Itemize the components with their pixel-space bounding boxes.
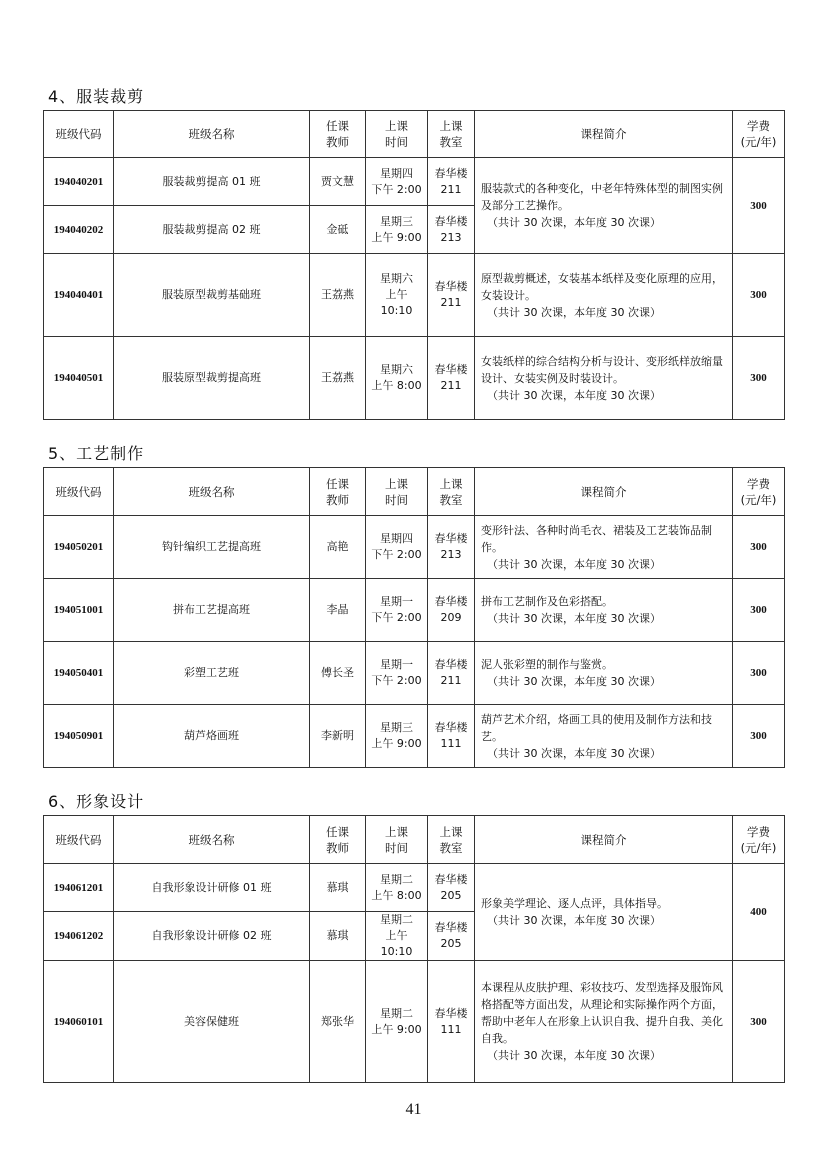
course-description: 原型裁剪概述，女装基本纸样及变化原理的应用，女装设计。 （共计 30 次课，本年度 30 次课） [475, 254, 733, 337]
class-name: 葫芦烙画班 [114, 705, 310, 768]
section-title: 4、服装裁剪 [48, 87, 145, 106]
class-name: 彩塑工艺班 [114, 642, 310, 705]
tuition-fee: 300 [733, 705, 785, 768]
tuition-fee: 300 [733, 337, 785, 420]
table-row [44, 516, 785, 579]
class-name: 自我形象设计研修 02 班 [114, 912, 310, 961]
classroom: 春华楼 211 [428, 158, 475, 206]
class-time: 星期三 上午 9:00 [366, 206, 428, 254]
class-time: 星期六 上午 8:00 [366, 337, 428, 420]
section-title: 5、工艺制作 [48, 444, 145, 463]
classroom: 春华楼 111 [428, 961, 475, 1083]
teacher: 慕琪 [310, 864, 366, 912]
classroom: 春华楼 211 [428, 642, 475, 705]
tuition-fee: 300 [733, 961, 785, 1083]
class-time: 星期一 下午 2:00 [366, 642, 428, 705]
table-row [44, 705, 785, 768]
classroom: 春华楼 213 [428, 516, 475, 579]
class-name: 钩针编织工艺提高班 [114, 516, 310, 579]
header-class-name: 班级名称 [114, 816, 310, 864]
course-table-tailoring [43, 110, 785, 420]
tuition-fee: 300 [733, 579, 785, 642]
teacher: 高艳 [310, 516, 366, 579]
classroom: 春华楼 213 [428, 206, 475, 254]
class-code: 194040202 [44, 206, 114, 254]
teacher: 王荔燕 [310, 337, 366, 420]
header-description: 课程简介 [475, 468, 733, 516]
tuition-fee: 400 [733, 864, 785, 961]
table-header-row [44, 816, 785, 864]
class-name: 服装裁剪提高 02 班 [114, 206, 310, 254]
table-row [44, 337, 785, 420]
classroom: 春华楼 205 [428, 912, 475, 961]
teacher: 李新明 [310, 705, 366, 768]
classroom: 春华楼 211 [428, 337, 475, 420]
header-fee: 学费 (元/年) [733, 468, 785, 516]
class-code: 194040501 [44, 337, 114, 420]
table-row [44, 864, 785, 912]
table-row [44, 254, 785, 337]
classroom: 春华楼 211 [428, 254, 475, 337]
tuition-fee: 300 [733, 642, 785, 705]
header-teacher: 任课 教师 [310, 468, 366, 516]
class-code: 194060101 [44, 961, 114, 1083]
header-description: 课程简介 [475, 111, 733, 158]
header-fee: 学费 (元/年) [733, 816, 785, 864]
table-header-row [44, 468, 785, 516]
class-time: 星期二 上午 10:10 [366, 912, 428, 961]
header-room: 上课 教室 [428, 111, 475, 158]
header-class-code: 班级代码 [44, 816, 114, 864]
tuition-fee: 300 [733, 254, 785, 337]
class-time: 星期四 下午 2:00 [366, 516, 428, 579]
class-name: 自我形象设计研修 01 班 [114, 864, 310, 912]
course-table-crafts [43, 467, 785, 768]
classroom: 春华楼 205 [428, 864, 475, 912]
class-time: 星期一 下午 2:00 [366, 579, 428, 642]
section-title: 6、形象设计 [48, 792, 145, 811]
header-description: 课程简介 [475, 816, 733, 864]
class-time: 星期四 下午 2:00 [366, 158, 428, 206]
course-description: 服装款式的各种变化，中老年特殊体型的制图实例及部分工艺操作。 （共计 30 次课，本年度 30 次课） [475, 158, 733, 254]
course-description: 女装纸样的综合结构分析与设计、变形纸样放缩量设计、女装实例及时装设计。 （共计 30 次课，本年度 30 次课） [475, 337, 733, 420]
class-name: 美容保健班 [114, 961, 310, 1083]
course-description: 拼布工艺制作及色彩搭配。 （共计 30 次课，本年度 30 次课） [475, 579, 733, 642]
header-time: 上课 时间 [366, 111, 428, 158]
teacher: 王荔燕 [310, 254, 366, 337]
class-name: 服装裁剪提高 01 班 [114, 158, 310, 206]
course-description: 泥人张彩塑的制作与鉴赏。 （共计 30 次课，本年度 30 次课） [475, 642, 733, 705]
class-time: 星期二 上午 8:00 [366, 864, 428, 912]
table-row [44, 579, 785, 642]
class-code: 194050201 [44, 516, 114, 579]
page-number: 41 [405, 1101, 422, 1118]
header-class-name: 班级名称 [114, 468, 310, 516]
class-time: 星期六 上午 10:10 [366, 254, 428, 337]
class-code: 194061201 [44, 864, 114, 912]
class-code: 194050401 [44, 642, 114, 705]
course-description: 葫芦艺术介绍，烙画工具的使用及制作方法和技艺。 （共计 30 次课，本年度 30 次课） [475, 705, 733, 768]
table-row [44, 642, 785, 705]
header-time: 上课 时间 [366, 468, 428, 516]
header-class-code: 班级代码 [44, 468, 114, 516]
table-header-row [44, 111, 785, 158]
header-room: 上课 教室 [428, 468, 475, 516]
header-teacher: 任课 教师 [310, 816, 366, 864]
teacher: 慕琪 [310, 912, 366, 961]
class-code: 194061202 [44, 912, 114, 961]
class-code: 194040201 [44, 158, 114, 206]
header-room: 上课 教室 [428, 816, 475, 864]
class-code: 194051001 [44, 579, 114, 642]
classroom: 春华楼 209 [428, 579, 475, 642]
tuition-fee: 300 [733, 158, 785, 254]
class-name: 拼布工艺提高班 [114, 579, 310, 642]
teacher: 贾文慧 [310, 158, 366, 206]
teacher: 金砥 [310, 206, 366, 254]
class-name: 服装原型裁剪基础班 [114, 254, 310, 337]
teacher: 李晶 [310, 579, 366, 642]
teacher: 傅长圣 [310, 642, 366, 705]
table-row [44, 961, 785, 1083]
teacher: 郑张华 [310, 961, 366, 1083]
tuition-fee: 300 [733, 516, 785, 579]
class-time: 星期三 上午 9:00 [366, 705, 428, 768]
class-name: 服装原型裁剪提高班 [114, 337, 310, 420]
course-description: 形象美学理论、逐人点评，具体指导。 （共计 30 次课，本年度 30 次课） [475, 864, 733, 961]
header-fee: 学费 (元/年) [733, 111, 785, 158]
class-code: 194040401 [44, 254, 114, 337]
header-teacher: 任课 教师 [310, 111, 366, 158]
table-row [44, 158, 785, 206]
course-description: 变形针法、各种时尚毛衣、裙装及工艺装饰品制作。 （共计 30 次课，本年度 30 次课） [475, 516, 733, 579]
class-code: 194050901 [44, 705, 114, 768]
class-time: 星期二 上午 9:00 [366, 961, 428, 1083]
course-table-image-design [43, 815, 785, 1083]
course-description: 本课程从皮肤护理、彩妆技巧、发型选择及服饰风格搭配等方面出发，从理论和实际操作两个方面，帮助中老年人在形象上认识自我、提升自我、美化自我。 （共计 30 次课，本年度 30 次课） [475, 961, 733, 1083]
header-time: 上课 时间 [366, 816, 428, 864]
classroom: 春华楼 111 [428, 705, 475, 768]
header-class-name: 班级名称 [114, 111, 310, 158]
header-class-code: 班级代码 [44, 111, 114, 158]
